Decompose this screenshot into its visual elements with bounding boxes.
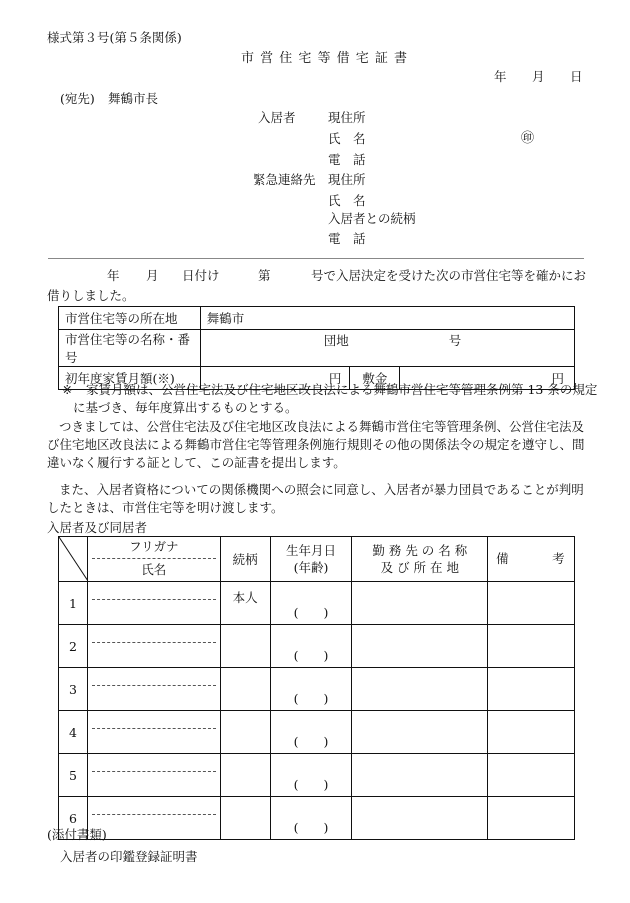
addressee-prefix: (宛先)	[60, 91, 95, 106]
row-workplace[interactable]	[352, 668, 488, 711]
row-furigana-field[interactable]	[92, 668, 216, 686]
note-line1: 家賃月額は、公営住宅法及び住宅地区改良法による舞鶴市営住宅等管理条例第 13 条の規定	[86, 382, 598, 397]
tenant-address-label: 現住所	[328, 110, 366, 125]
corner-cell	[59, 537, 88, 582]
note-mark: ※	[62, 382, 73, 397]
emergency-label: 緊急連絡先	[253, 172, 316, 187]
row-name-cell	[87, 625, 220, 668]
row-age[interactable]: ( )	[270, 797, 352, 840]
rent-yen: 円	[200, 367, 350, 390]
row-furigana-field[interactable]	[92, 797, 216, 815]
gou-label: 号	[448, 333, 462, 348]
row-number: 5	[59, 754, 88, 797]
name-header: 氏名	[141, 562, 167, 577]
table-row	[59, 582, 575, 625]
row-number: 6	[59, 797, 88, 840]
residents-title: 入居者及び同居者	[47, 520, 148, 535]
row-age[interactable]: ( )	[270, 668, 352, 711]
row-workplace[interactable]	[352, 711, 488, 754]
table-row	[59, 668, 575, 711]
workplace-header-2: 及 び 所 在 地	[380, 560, 460, 575]
relation-header: 続柄	[220, 537, 270, 582]
name-header-cell	[87, 537, 220, 582]
row-name-cell	[87, 668, 220, 711]
decision-text: 号で入居決定を受けた次の市営住宅等を確かにお	[311, 268, 587, 283]
page-title: 市 営 住 宅 等 借 宅 証 書	[241, 51, 409, 66]
decision-month: 月	[146, 268, 159, 283]
table-row	[59, 754, 575, 797]
residents-table	[58, 536, 575, 840]
workplace-header-cell	[352, 537, 488, 582]
emergency-phone-label: 電 話	[328, 231, 366, 246]
seal-icon: ㊞	[521, 131, 535, 146]
row-remarks[interactable]	[488, 625, 575, 668]
row-furigana-field[interactable]	[92, 711, 216, 729]
table-row	[59, 625, 575, 668]
date-day: 日	[570, 69, 583, 84]
row-name-field[interactable]	[88, 772, 220, 796]
addressee-name: 舞鶴市長	[108, 91, 159, 106]
row-name-field[interactable]	[88, 686, 220, 710]
row-name-cell	[87, 754, 220, 797]
row-remarks[interactable]	[488, 711, 575, 754]
row-name-field[interactable]	[88, 600, 220, 624]
deposit-yen: 円	[400, 367, 575, 390]
age-header: (年齢)	[293, 560, 329, 575]
row-remarks[interactable]	[488, 754, 575, 797]
deposit-label: 敷金	[350, 367, 400, 390]
row-name-cell	[87, 797, 220, 840]
decision-no: 第	[258, 268, 271, 283]
tenant-label: 入居者	[258, 110, 296, 125]
row-workplace[interactable]	[352, 582, 488, 625]
row-age[interactable]: ( )	[270, 582, 352, 625]
tenant-phone-label: 電 話	[328, 152, 366, 167]
date-month: 月	[532, 69, 545, 84]
date-year: 年	[494, 69, 507, 84]
row-furigana-field[interactable]	[92, 625, 216, 643]
row-relation[interactable]	[220, 797, 270, 840]
row-furigana-field[interactable]	[92, 582, 216, 600]
location-label: 市営住宅等の所在地	[59, 307, 201, 330]
row-name-field[interactable]	[88, 729, 220, 753]
birth-header: 生年月日	[286, 543, 337, 558]
row-relation[interactable]	[220, 754, 270, 797]
danchi-label: 団地	[323, 333, 349, 348]
remarks-header-1: 備	[496, 551, 509, 566]
housing-info-table	[58, 306, 575, 390]
divider	[48, 258, 584, 259]
row-name-cell	[87, 582, 220, 625]
decision-text-cont: 借りしました。	[47, 288, 135, 303]
workplace-header-1: 勤 務 先 の 名 称	[372, 543, 468, 558]
form-number: 様式第３号(第５条関係)	[47, 30, 182, 45]
row-name-cell	[87, 711, 220, 754]
table-row	[59, 797, 575, 840]
remarks-header-2: 考	[552, 551, 565, 566]
table-row	[59, 711, 575, 754]
furigana-header: フリガナ	[92, 537, 216, 559]
decision-dated: 日付け	[182, 268, 220, 283]
row-age[interactable]: ( )	[270, 625, 352, 668]
emergency-name-label: 氏 名	[328, 193, 366, 208]
paragraph-consent: また、入居者資格についての関係機関への照会に同意し、入居者が暴力団員であることが判明したときは、市営住宅等を明け渡します。	[47, 482, 584, 515]
birth-header-cell	[270, 537, 352, 582]
row-number: 2	[59, 625, 88, 668]
note-line2: に基づき、毎年度算出するものとする。	[73, 400, 298, 415]
row-furigana-field[interactable]	[92, 754, 216, 772]
row-name-field[interactable]	[88, 815, 220, 839]
row-age[interactable]: ( )	[270, 754, 352, 797]
row-workplace[interactable]	[352, 754, 488, 797]
row-number: 4	[59, 711, 88, 754]
row-relation[interactable]	[220, 668, 270, 711]
emergency-address-label: 現住所	[328, 172, 366, 187]
remarks-header-cell	[488, 537, 575, 582]
diagonal-line	[59, 537, 88, 581]
row-remarks[interactable]	[488, 797, 575, 840]
attachments-label: (添付書類)	[47, 827, 107, 842]
row-relation[interactable]	[220, 625, 270, 668]
housing-name-cell	[200, 330, 574, 367]
row-age[interactable]: ( )	[270, 711, 352, 754]
row-relation[interactable]	[220, 711, 270, 754]
housing-name-label: 市営住宅等の名称・番号	[59, 330, 201, 367]
row-workplace[interactable]	[352, 625, 488, 668]
paragraph-compliance: つきましては、公営住宅法及び住宅地区改良法による舞鶴市営住宅等管理条例、公営住宅法及び住宅地区改良法による舞鶴市営住宅等管理条例施行規則その他の関係法令の規定を遵守し、間違いなく履行する証として、この証書を提出します。	[47, 419, 585, 470]
row-number: 1	[59, 582, 88, 625]
tenant-name-label: 氏 名	[328, 131, 366, 146]
row-remarks[interactable]	[488, 582, 575, 625]
emergency-relation-label: 入居者との続柄	[328, 211, 416, 226]
rent-label: 初年度家賃月額(※)	[59, 367, 201, 390]
row-remarks[interactable]	[488, 668, 575, 711]
location-value: 舞鶴市	[200, 307, 574, 330]
row-workplace[interactable]	[352, 797, 488, 840]
row-name-field[interactable]	[88, 643, 220, 667]
row-relation[interactable]: 本人	[220, 582, 270, 625]
row-number: 3	[59, 668, 88, 711]
attachments-item: 入居者の印鑑登録証明書	[60, 849, 198, 864]
decision-year: 年	[107, 268, 120, 283]
